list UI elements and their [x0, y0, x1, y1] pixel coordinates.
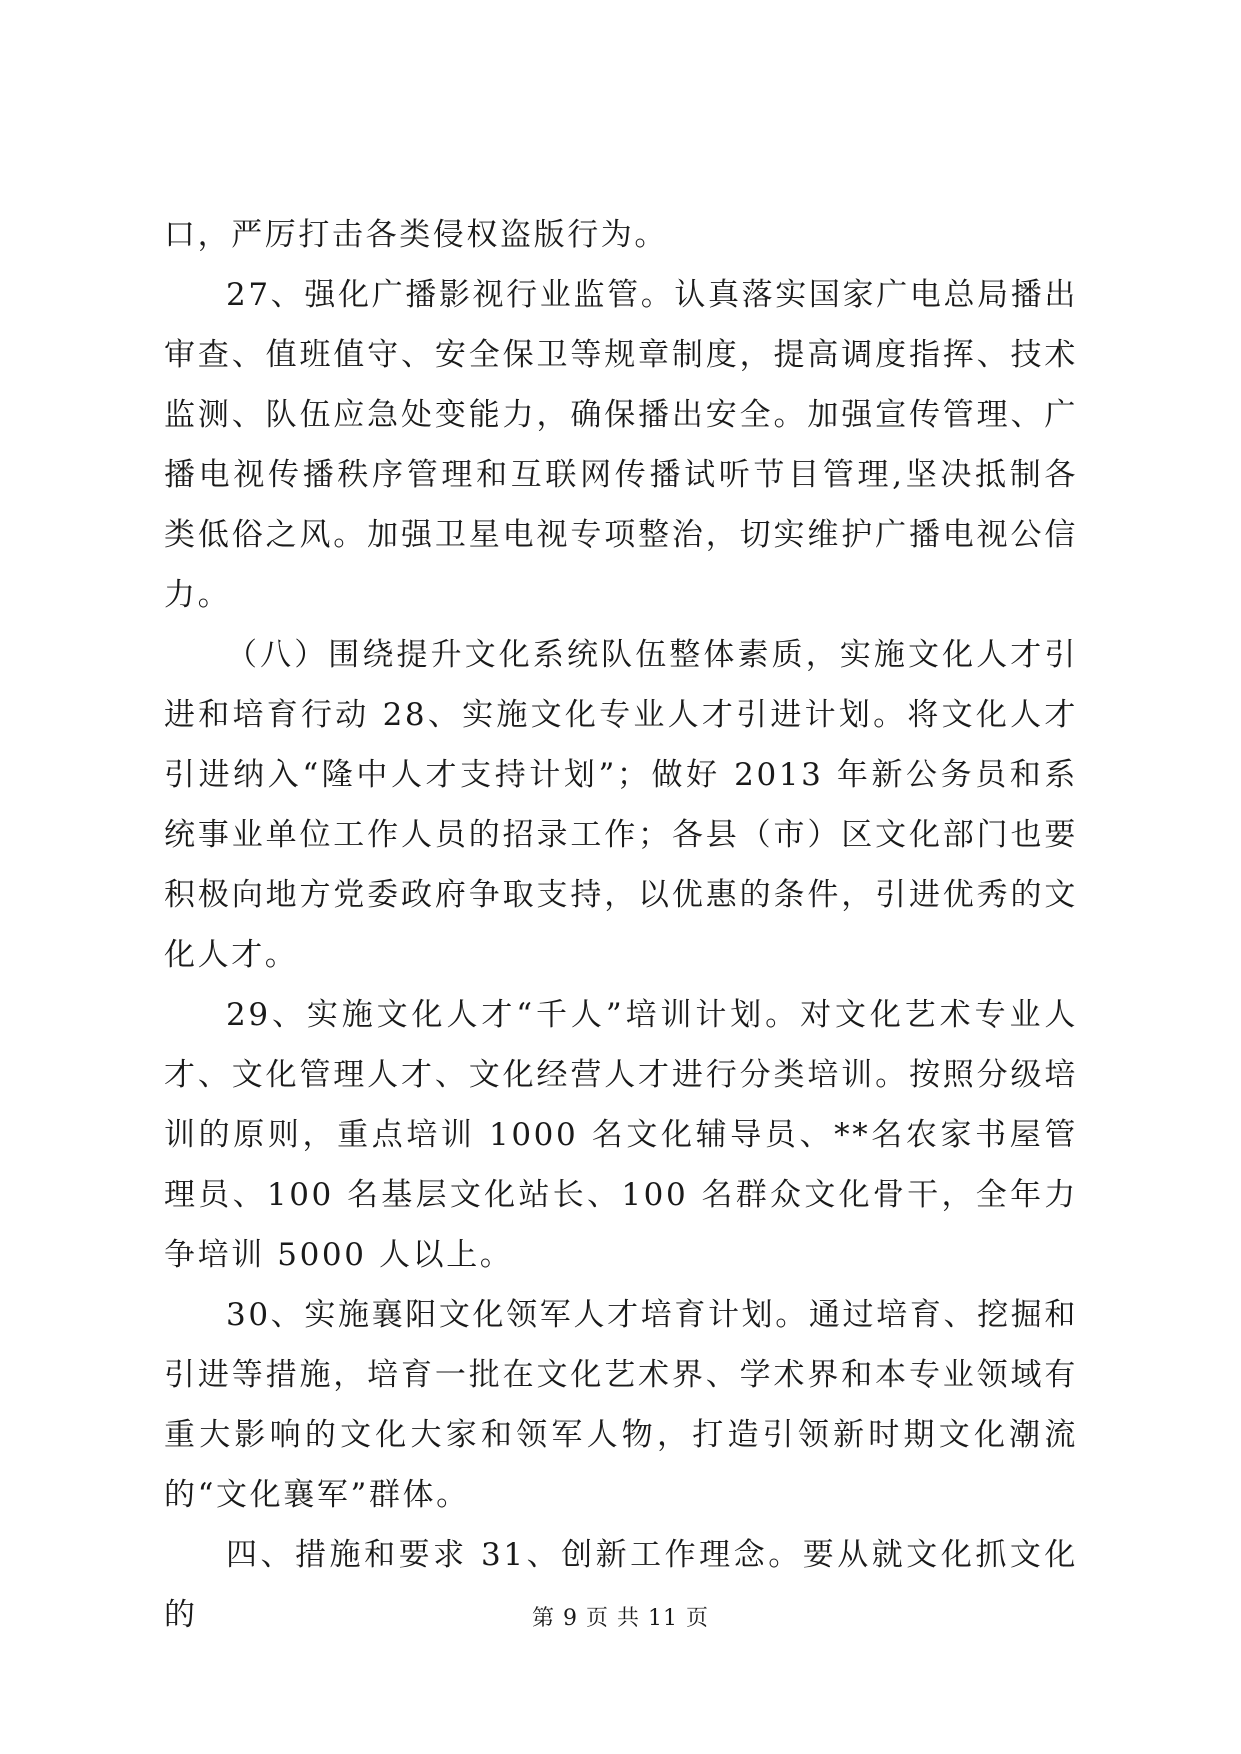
paragraph-section-8-item-28: （八）围绕提升文化系统队伍整体素质，实施文化人才引进和培育行动 28、实施文化专业人才引进计划。将文化人才引进纳入“隆中人才支持计划”；做好 2013 年新公务员和系统事业单位工作人员的招录工作；各县（市）区文化部门也要积极向地方党委政府争取支持，以优惠的条件，引进优秀的文化人才。 [164, 637, 1078, 973]
document-body [164, 205, 1078, 1645]
paragraph-section-4-item-31: 四、措施和要求 31、创新工作理念。要从就文化抓文化的 [164, 1537, 1078, 1633]
page-number-footer: 第 9 页 共 11 页 [532, 1606, 709, 1631]
paragraph-item-27: 27、强化广播影视行业监管。认真落实国家广电总局播出审查、值班值守、安全保卫等规章制度，提高调度指挥、技术监测、队伍应急处变能力，确保播出安全。加强宣传管理、广播电视传播秩序管理和互联网传播试听节目管理,坚决抵制各类低俗之风。加强卫星电视专项整治，切实维护广播电视公信力。 [164, 277, 1078, 613]
paragraph-item-30: 30、实施襄阳文化领军人才培育计划。通过培育、挖掘和引进等措施，培育一批在文化艺术界、学术界和本专业领域有重大影响的文化大家和领军人物，打造引领新时期文化潮流的“文化襄军”群体。 [164, 1297, 1078, 1513]
paragraph-continuation: 口，严厉打击各类侵权盗版行为。 [164, 217, 668, 253]
paragraph-item-29: 29、实施文化人才“千人”培训计划。对文化艺术专业人才、文化管理人才、文化经营人才进行分类培训。按照分级培训的原则，重点培训 1000 名文化辅导员、**名农家书屋管理员、100 名基层文化站长、100 名群众文化骨干，全年力争培训 5000 人以上。 [164, 997, 1078, 1273]
